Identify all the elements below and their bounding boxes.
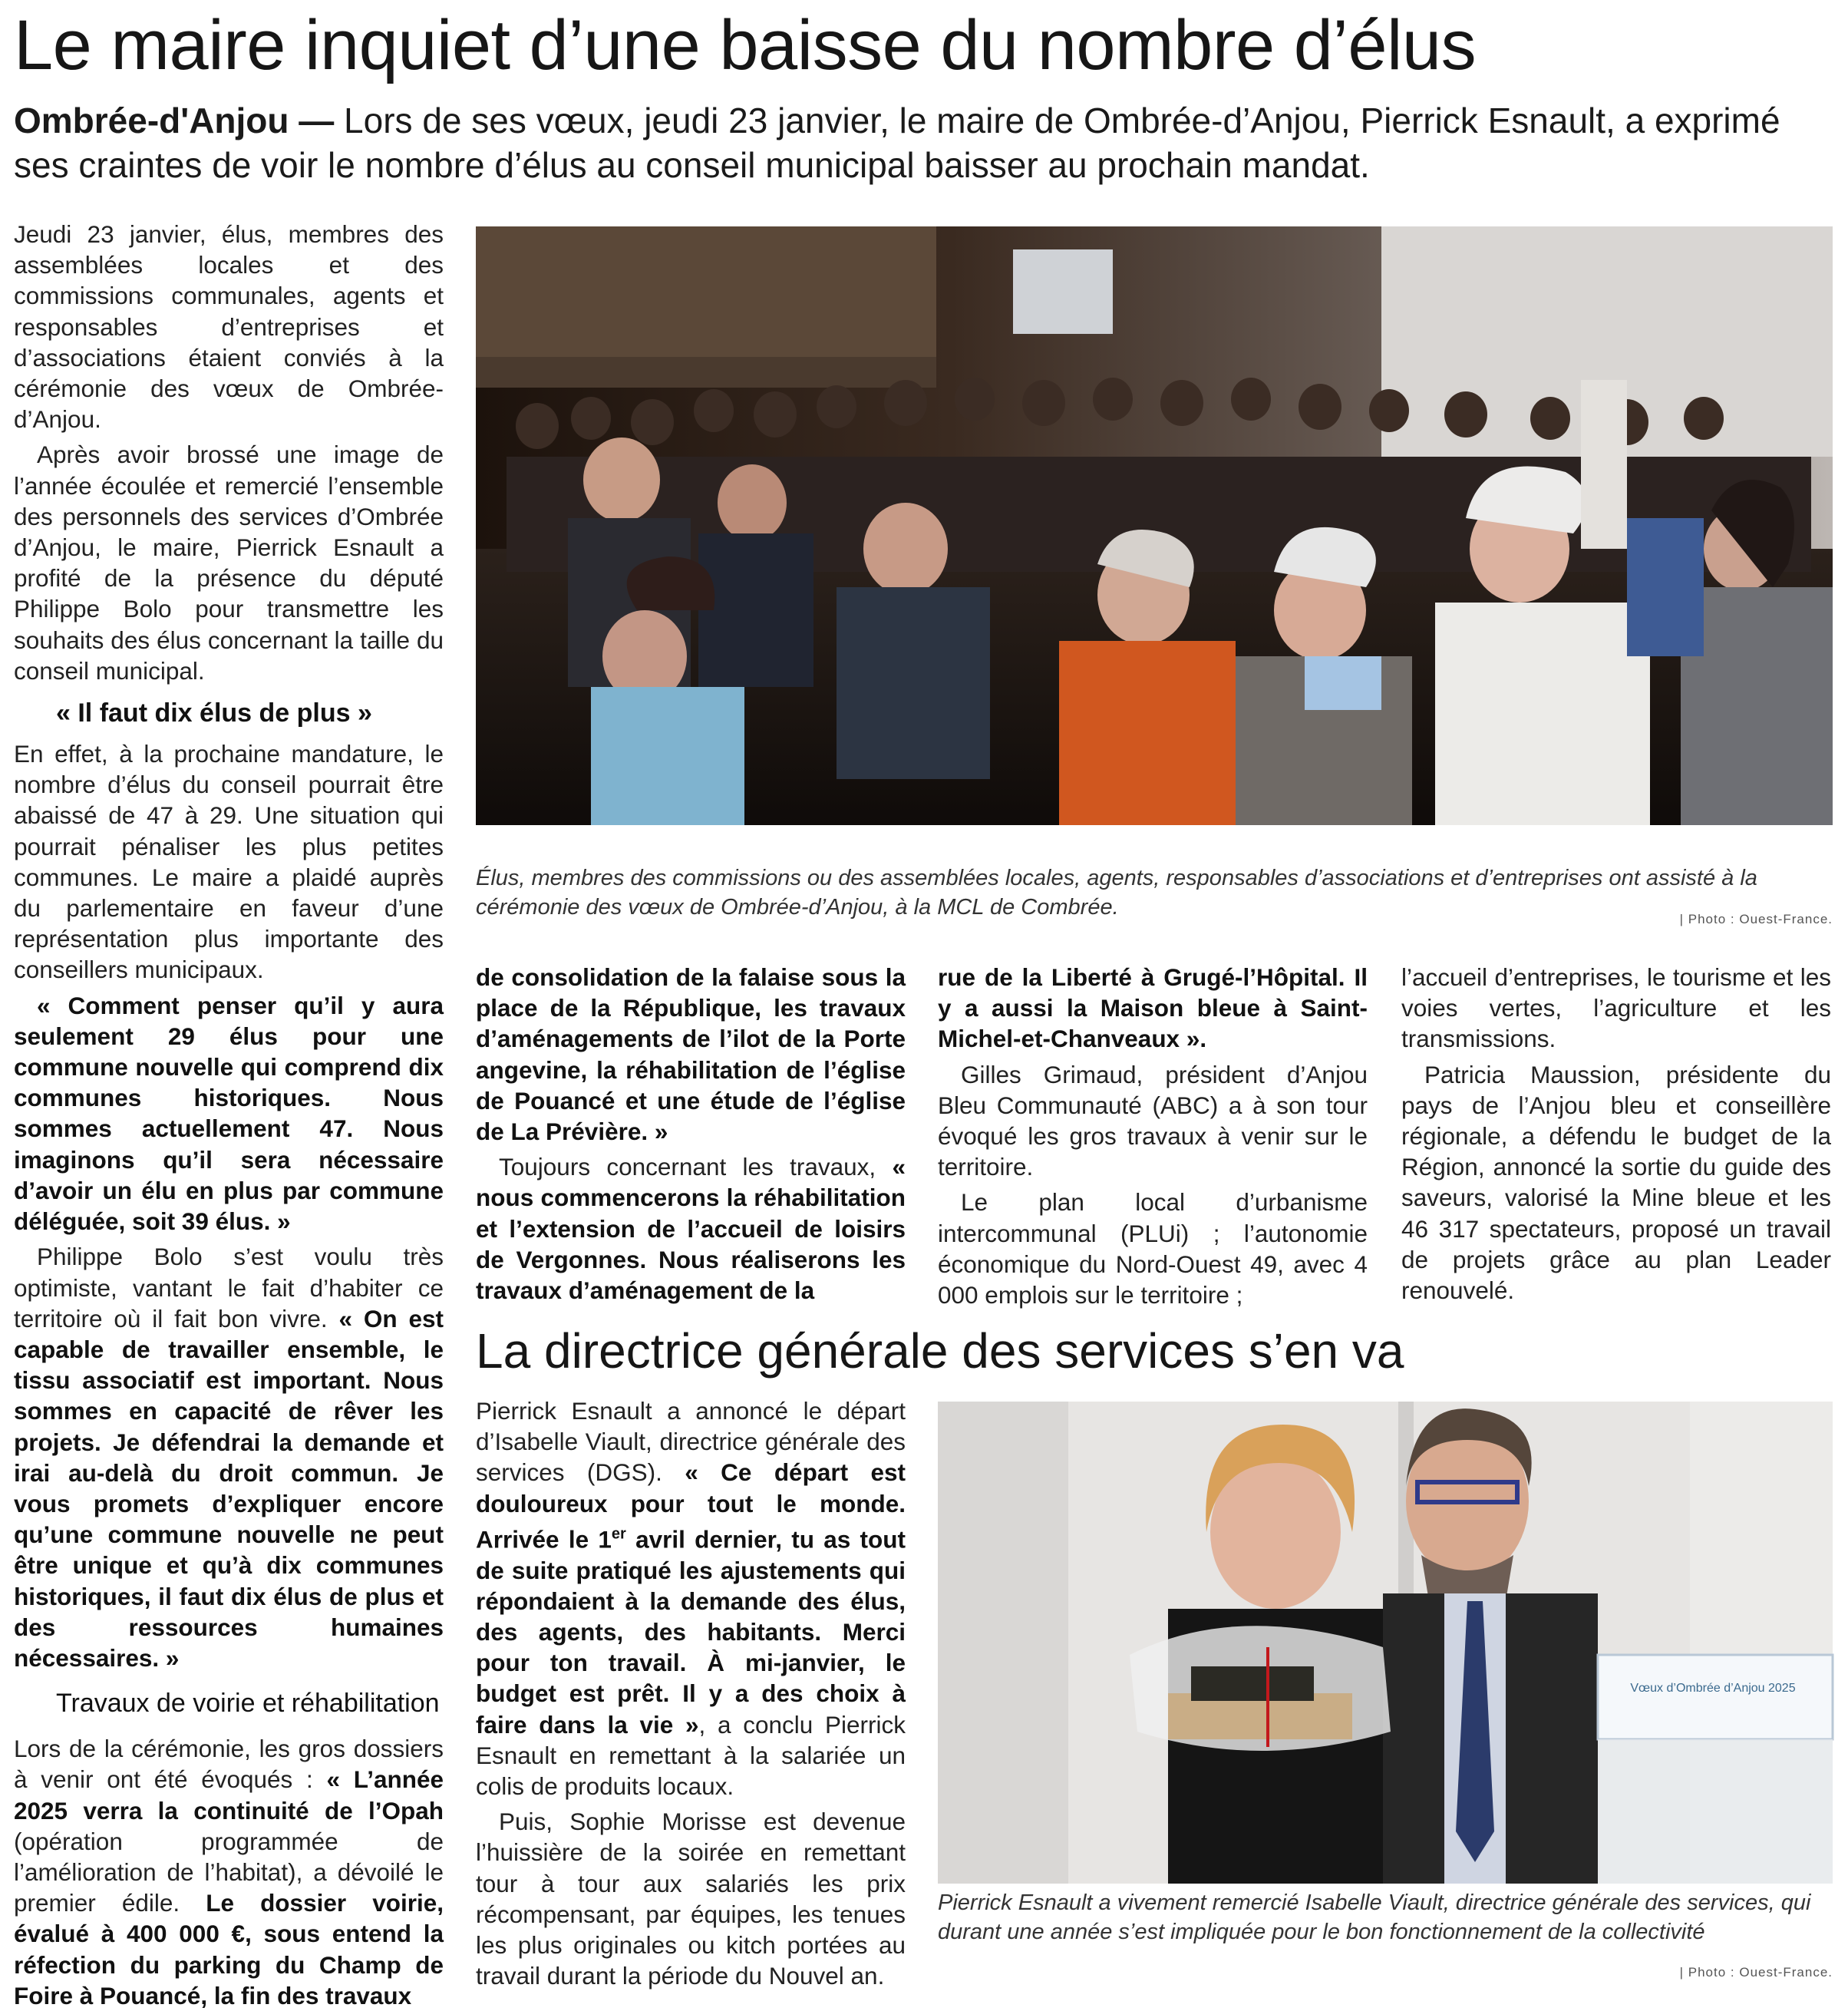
paragraph <box>14 1241 444 1673</box>
quote-paragraph <box>14 990 444 1237</box>
photo-credit: | Photo : Ouest-France. <box>1679 1965 1833 1980</box>
quote-text: « Ce départ est douloureux pour tout le monde. Arrivée le 1 <box>476 1458 906 1554</box>
paragraph-text: , a conclu Pierrick Esnault en remettant à la salariée un colis de produits locaux. <box>476 1710 906 1800</box>
quote-paragraph <box>938 962 1368 1055</box>
lede-text: Lors de ses vœux, jeudi 23 janvier, le maire de Ombrée-d’Anjou, Pierrick Esnault, a exprimé ses craintes de voir le nombre d’élus au conseil municipal baisser au prochain mandat. <box>14 101 1780 185</box>
photo-credit: | Photo : Ouest-France. <box>1679 912 1833 926</box>
paragraph: En effet, à la prochaine mandature, le nombre d’élus du conseil pourrait être abaissé de 47 à 29. Une situation qui pourrait pénaliser les plus petites communes. Le maire a plaidé auprès du parlementaire en faveur d’une représentation plus importante des conseillers municipaux. <box>14 740 444 984</box>
lede <box>14 98 1840 187</box>
paragraph-text: Lors de la cérémonie, les gros dossiers à venir ont été évoqués : <box>14 1735 444 1794</box>
farewell-photo <box>938 1402 1833 1884</box>
lede-place: Ombrée-d'Anjou — <box>14 101 335 140</box>
paragraph: Patricia Maussion, présidente du pays de l’Anjou bleu et conseillère régionale, a défendu le budget de la Région, annoncé la sortie du guide des saveurs, valorisé la Mine bleue et les 46 317 spectateurs, proposé un travail de projets grâce au plan Leader renouvelé. <box>1401 1060 1831 1305</box>
article-column-1 <box>14 219 444 2009</box>
intertitle: « Il faut dix élus de plus » <box>56 698 372 728</box>
paragraph-text: Philippe Bolo s’est voulu très optimiste, vantant le fait d’habiter ce territoire où il fait bon vivre. <box>14 1243 444 1332</box>
article-column-2 <box>476 962 906 1305</box>
paragraph <box>476 1151 906 1306</box>
paragraph: Après avoir brossé une image de l’année écoulée et remercié l’ensemble des personnels des services d’Ombrée d’Anjou, le maire, Pierrick Esnault a profité de la présence du député Philippe Bolo pour transmettre les souhaits des élus concernant la taille du conseil municipal. <box>14 441 444 685</box>
photo-caption: Élus, membres des commissions ou des assemblées locales, agents, responsables d’associations et d’entreprises ont assisté à la cérémonie des vœux de Ombrée-d’Anjou, à la MCL de Combrée. <box>476 866 1757 920</box>
paragraph: Le plan local d’urbanisme intercommunal (PLUi) ; l’autonomie économique du Nord-Ouest 49, avec 4 000 emplois sur le territoire ; <box>938 1188 1368 1309</box>
paragraph: Puis, Sophie Morisse est devenue l’huissière de la soirée en remettant tour à tour aux salariés les prix récompensant, par équipes, les tenues les plus originales ou kitch portées au travail durant la période du Nouvel an. <box>476 1808 906 1990</box>
paragraph: l’accueil d’entreprises, le tourisme et les voies vertes, l’agriculture et les transmissions. <box>1401 963 1831 1053</box>
paragraph <box>14 1733 444 2011</box>
quote-text: « Comment penser qu’il y aura seulement 29 élus pour une commune nouvelle qui comprend dix communes historiques. Nous sommes actuellement 47. Nous imaginons qu’il sera nécessaire d’avoir un élu en plus par commune déléguée, soit 39 élus. » <box>14 991 444 1236</box>
quote-paragraph <box>476 962 906 1147</box>
photo-caption: Pierrick Esnault a vivement remercié Isabelle Viault, directrice générale des services, qui durant une année s’est impliquée pour le bon fonctionnement de la collectivité <box>938 1890 1811 1944</box>
article-column-4 <box>1401 962 1831 1305</box>
paragraph: Jeudi 23 janvier, élus, membres des assemblées locales et des commissions communales, agents et responsables d’entreprises et d’associations étaient conviés à la cérémonie des vœux de Ombrée-d’Anjou. <box>14 220 444 434</box>
audience-photo <box>476 226 1833 825</box>
quote-text: « nous commencerons la réhabilitation et l’extension de l’accueil de loisirs de Vergonnes. Nous réaliserons les travaux d’aménagement de la <box>476 1153 906 1305</box>
quote-text: Le dossier voirie, évalué à 400 000 €, sous entend la réfection du parking du Champ de Foire à Pouancé, la fin des travaux <box>14 1889 444 2009</box>
quote-text: « On est capable de travailler ensemble, le tissu associatif est important. Nous sommes en capacité de rêver les projets. Je défendrai la demande et irai au-delà du droit commun. Je vous promets d’expliquer encore qu’une commune nouvelle ne peut être unique et qu’à dix communes historiques, il faut dix élus de plus et des ressources humaines nécessaires. » <box>14 1304 444 1672</box>
article-column-3 <box>938 962 1368 1309</box>
sign-text: Vœux d’Ombrée d’Anjou 2025 <box>1630 1682 1796 1695</box>
paragraph: Gilles Grimaud, président d’Anjou Bleu Communauté (ABC) a à son tour évoqué les gros travaux à venir sur le territoire. <box>938 1060 1368 1181</box>
quote-text: de consolidation de la falaise sous la place de la République, les travaux d’aménagements de l’ilot de la Porte angevine, la réhabilitation de l’église de Pouancé et une étude de l’église de La Prévière. » <box>476 963 906 1146</box>
paragraph-text: Pierrick Esnault a annoncé le départ d’Isabelle Viault, directrice générale des services (DGS). <box>476 1397 906 1487</box>
paragraph <box>476 1395 906 1801</box>
intertitle: Travaux de voirie et réhabilitation <box>56 1689 440 1719</box>
paragraph-text: (opération programmée de l’amélioration de l’habitat), a dévoilé le premier édile. <box>14 1827 444 1917</box>
section-title: La directrice générale des services s’en va <box>476 1323 1404 1379</box>
paragraph-text: Toujours concernant les travaux, <box>499 1153 893 1181</box>
quote-text: avril dernier, tu as tout de suite pratiqué les ajustements qui répondaient à la demande des élus, des agents, des habitants. Merci pour ton travail. À mi-janvier, le budget est prêt. Il y a des choix à faire dans la vie » <box>476 1525 906 1739</box>
quote-text: « L’année 2025 verra la continuité de l’Opah <box>14 1765 444 1824</box>
quote-text: rue de la Liberté à Grugé-l’Hôpital. Il y a aussi la Maison bleue à Saint-Michel-et-Chanveaux ». <box>938 963 1368 1053</box>
ordinal-superscript: er <box>611 1525 626 1543</box>
headline: Le maire inquiet d’une baisse du nombre d’élus <box>14 6 1477 84</box>
article-column-5 <box>476 1395 906 1990</box>
